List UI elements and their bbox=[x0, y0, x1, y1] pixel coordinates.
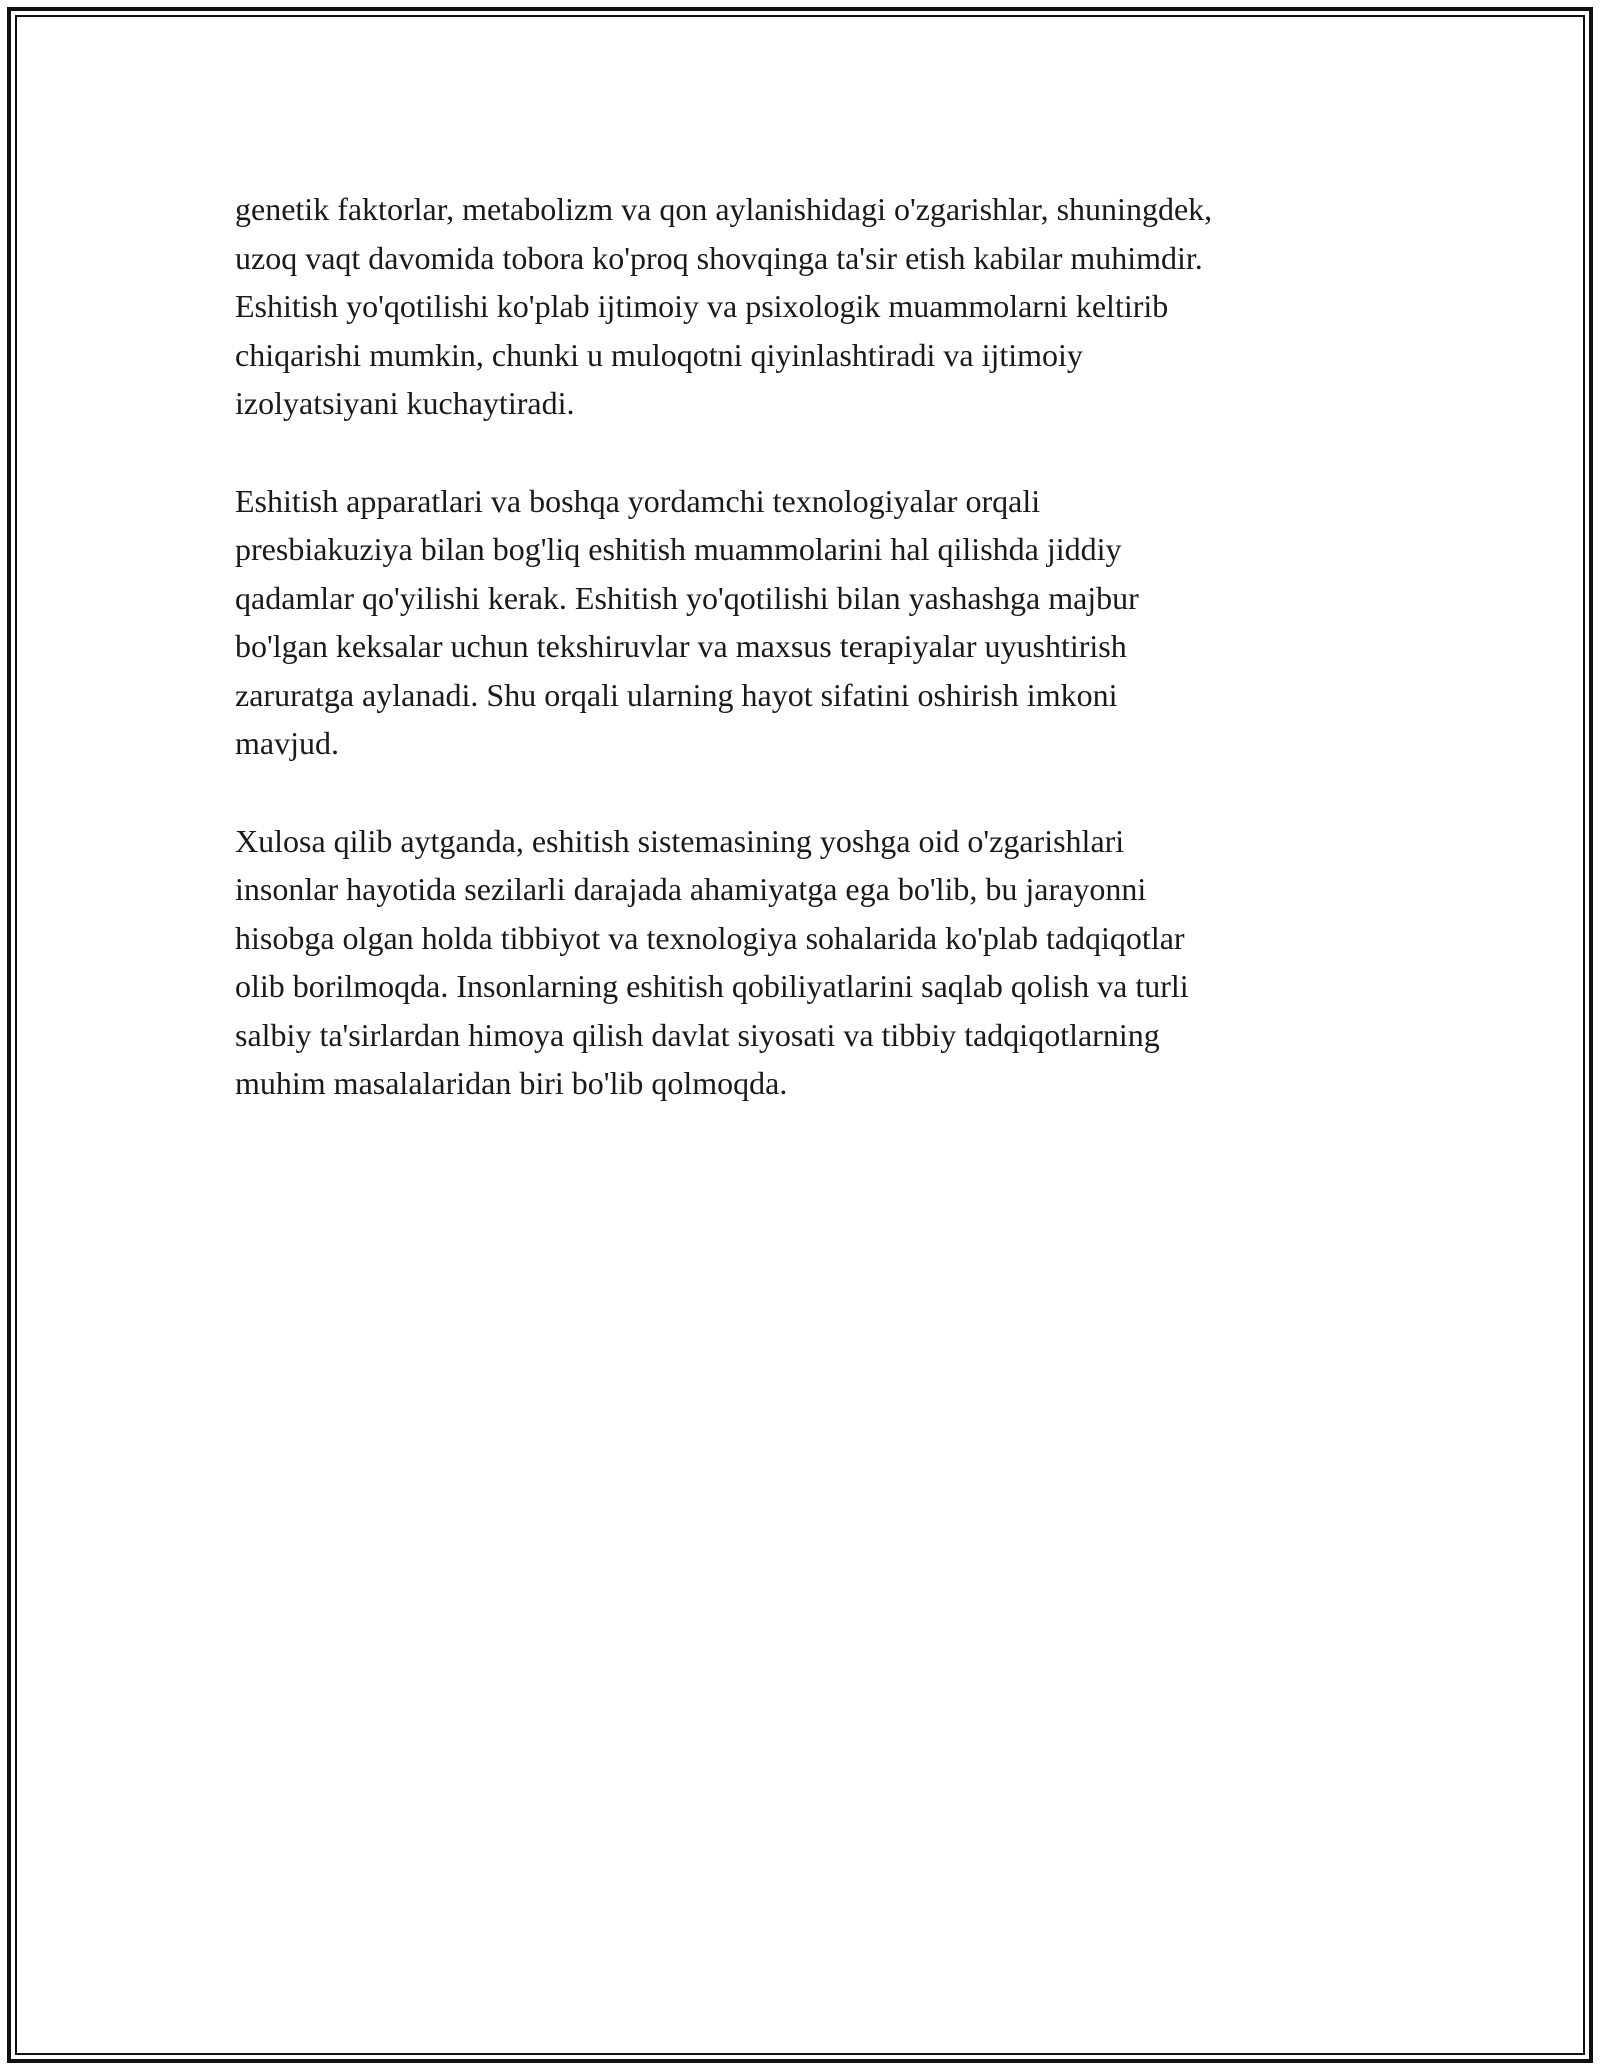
text-line: olib borilmoqda. Insonlarning eshitish qobiliyatlarini saqlab qolish va turli bbox=[235, 968, 1189, 1004]
paragraph-2 bbox=[235, 477, 1375, 768]
text-line: presbiakuziya bilan bog'liq eshitish muammolarini hal qilishda jiddiy bbox=[235, 531, 1122, 567]
document-body bbox=[235, 185, 1375, 1157]
text-line: muhim masalalaridan biri bo'lib qolmoqda. bbox=[235, 1065, 788, 1101]
paragraph-3 bbox=[235, 817, 1375, 1108]
text-line: Eshitish yo'qotilishi ko'plab ijtimoiy va psixologik muammolarni keltirib bbox=[235, 288, 1169, 324]
text-line: bo'lgan keksalar uchun tekshiruvlar va maxsus terapiyalar uyushtirish bbox=[235, 628, 1127, 664]
text-line: zaruratga aylanadi. Shu orqali ularning hayot sifatini oshirish imkoni bbox=[235, 676, 1118, 713]
text-line: mavjud. bbox=[235, 725, 339, 761]
text-line: insonlar hayotida sezilarli darajada ahamiyatga ega bo'lib, bu jarayonni bbox=[235, 871, 1147, 907]
text-line: genetik faktorlar, metabolizm va qon aylanishidagi o'zgarishlar, shuningdek, bbox=[235, 191, 1213, 227]
text-line: Eshitish apparatlari va boshqa yordamchi texnologiyalar orqali bbox=[235, 482, 1041, 519]
text-line: Xulosa qilib aytganda, eshitish sistemasining yoshga oid o'zgarishlari bbox=[235, 822, 1125, 859]
text-line: chiqarishi mumkin, chunki u muloqotni qiyinlashtiradi va ijtimoiy bbox=[235, 336, 1083, 373]
text-line: hisobga olgan holda tibbiyot va texnologiya sohalarida ko'plab tadqiqotlar bbox=[235, 919, 1185, 956]
text-line: salbiy ta'sirlardan himoya qilish davlat siyosati va tibbiy tadqiqotlarning bbox=[235, 1016, 1160, 1053]
text-line: qadamlar qo'yilishi kerak. Eshitish yo'qotilishi bilan yashashga majbur bbox=[235, 579, 1139, 616]
paragraph-1 bbox=[235, 185, 1375, 428]
text-line: uzoq vaqt davomida tobora ko'proq shovqinga ta'sir etish kabilar muhimdir. bbox=[235, 239, 1203, 276]
text-line: izolyatsiyani kuchaytiradi. bbox=[235, 385, 575, 421]
